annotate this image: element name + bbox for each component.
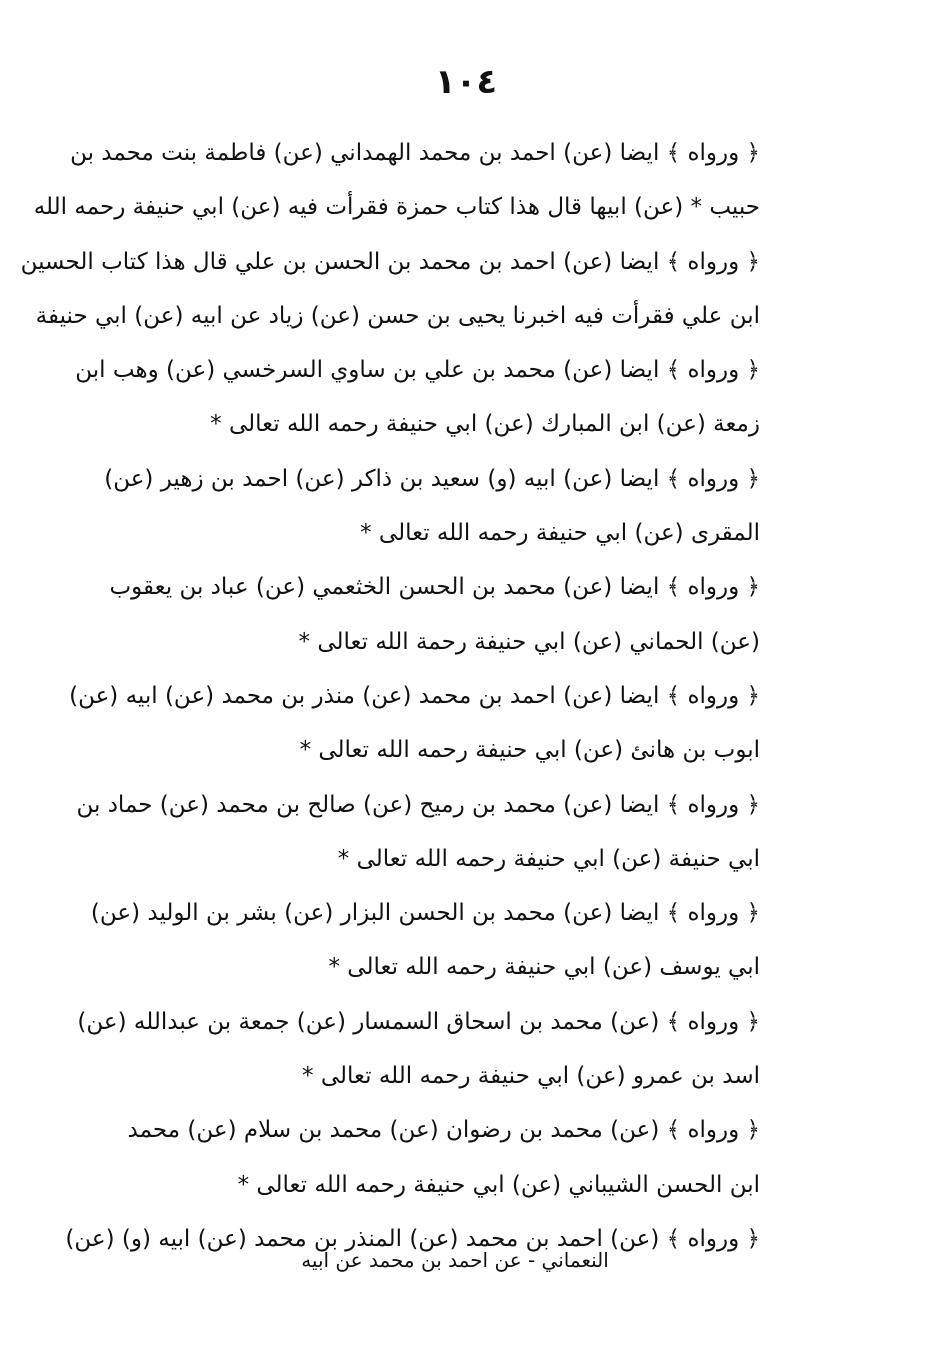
text-line: اسد بن عمرو (عن) ابي حنيفة رحمه الله تعالى * bbox=[302, 1063, 760, 1090]
text-block bbox=[20, 126, 760, 1266]
text-line: ابي يوسف (عن) ابي حنيفة رحمه الله تعالى * bbox=[328, 954, 760, 981]
text-line: (عن) الحماني (عن) ابي حنيفة رحمة الله تعالى * bbox=[298, 628, 760, 655]
text-line: ﴿ ورواه ﴾ ايضا (عن) احمد بن محمد بن الحسن بن علي قال هذا كتاب الحسين bbox=[20, 248, 760, 275]
text-line: ﴿ ورواه ﴾ (عن) محمد بن اسحاق السمسار (عن) جمعة بن عبدالله (عن) bbox=[77, 1008, 760, 1035]
text-line: ﴿ ورواه ﴾ ايضا (عن) محمد بن الحسن الخثعمي (عن) عباد بن يعقوب bbox=[109, 574, 760, 601]
text-line: ابن علي فقرأت فيه اخبرنا يحيى بن حسن (عن) زياد عن ابيه (عن) ابي حنيفة bbox=[35, 302, 760, 329]
text-line: ﴿ ورواه ﴾ ايضا (عن) محمد بن رميح (عن) صالح بن محمد (عن) حماد بن bbox=[76, 791, 760, 818]
text-line: ﴿ ورواه ﴾ ايضا (عن) ابيه (و) سعيد بن ذاكر (عن) احمد بن زهير (عن) bbox=[104, 465, 760, 492]
text-line: ابوب بن هانئ (عن) ابي حنيفة رحمه الله تعالى * bbox=[299, 737, 760, 764]
text-line: ﴿ ورواه ﴾ ايضا (عن) محمد بن الحسن البزار (عن) بشر بن الوليد (عن) bbox=[90, 900, 760, 927]
text-line: ابن الحسن الشيباني (عن) ابي حنيفة رحمه الله تعالى * bbox=[237, 1171, 760, 1198]
text-line: ﴿ ورواه ﴾ ايضا (عن) احمد بن محمد الهمداني (عن) فاطمة بنت محمد بن bbox=[70, 140, 760, 166]
text-line: ﴿ ورواه ﴾ ايضا (عن) محمد بن علي بن ساوي السرخسي (عن) وهب ابن bbox=[75, 357, 760, 384]
text-line: ﴿ ورواه ﴾ ايضا (عن) احمد بن محمد (عن) منذر بن محمد (عن) ابيه (عن) bbox=[69, 682, 760, 709]
footnote: النعماني - عن احمد بن محمد عن ابيه bbox=[301, 1248, 609, 1272]
text-line: زمعة (عن) ابن المبارك (عن) ابي حنيفة رحمه الله تعالى * bbox=[210, 411, 760, 438]
text-line: ﴿ ورواه ﴾ (عن) محمد بن رضوان (عن) محمد بن سلام (عن) محمد bbox=[127, 1117, 760, 1144]
text-line: المقرى (عن) ابي حنيفة رحمه الله تعالى * bbox=[360, 520, 760, 547]
text-line: ابي حنيفة (عن) ابي حنيفة رحمه الله تعالى * bbox=[337, 845, 760, 872]
text-line: ﴿ ورواه ﴾ (عن) احمد بن محمد (عن) المنذر بن محمد (عن) ابيه (و) (عن) bbox=[65, 1225, 760, 1252]
page-number: ١٠٤ bbox=[434, 62, 498, 102]
text-line: حبيب * (عن) ابيها قال هذا كتاب حمزة فقرأت فيه (عن) ابي حنيفة رحمه الله bbox=[33, 194, 760, 221]
